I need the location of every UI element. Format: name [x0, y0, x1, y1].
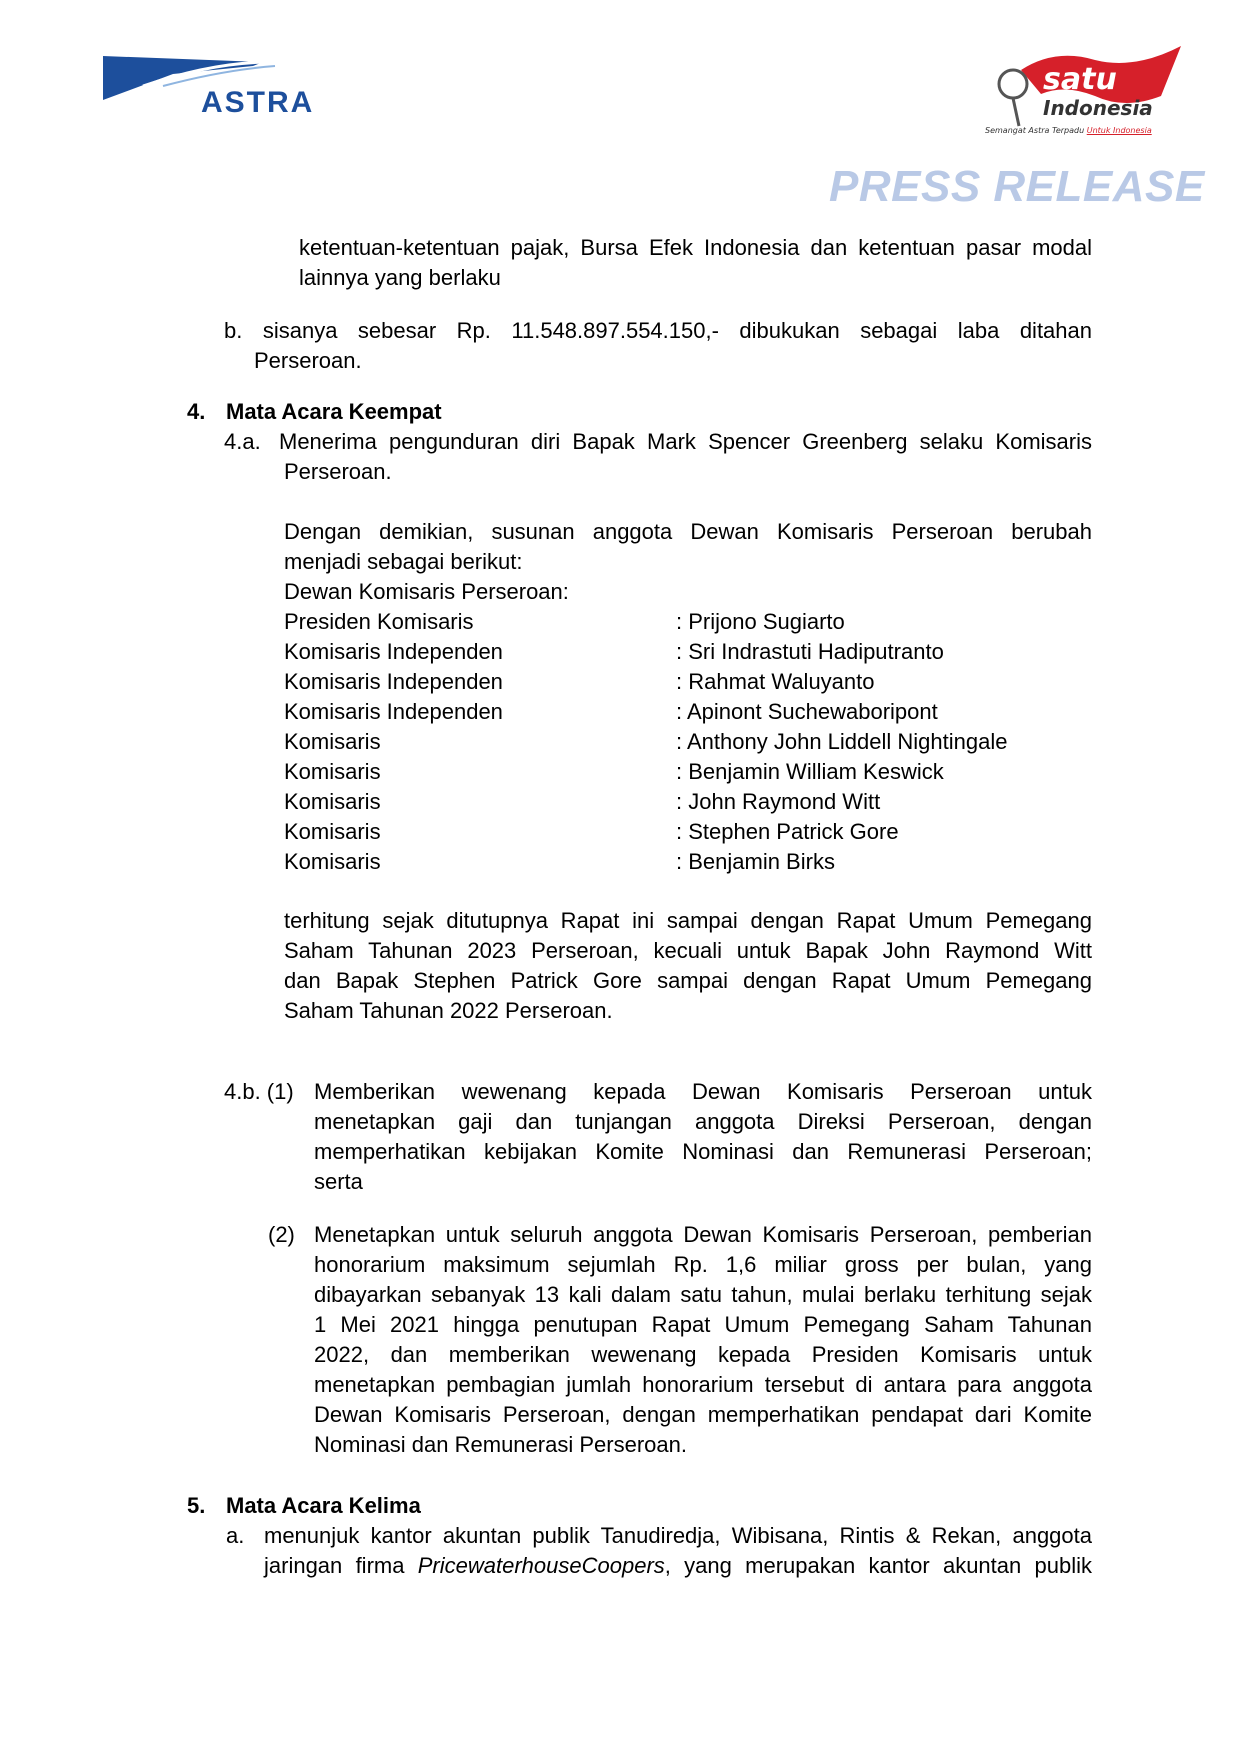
section-4a-line-2: Perseroan. [284, 459, 392, 484]
board-position: Komisaris Independen [284, 699, 503, 724]
terhitung-line-3: dan Bapak Stephen Patrick Gore sampai dengan Rapat Umum Pemegang [284, 968, 1092, 993]
board-member-name: : Rahmat Waluyanto [676, 669, 875, 694]
section-5-title: Mata Acara Kelima [226, 1493, 421, 1518]
section-4b2-label: (2) [268, 1222, 295, 1247]
satu-logo-tagline-b: Untuk Indonesia [1086, 126, 1152, 135]
board-position: Komisaris [284, 789, 381, 814]
section-5a-line-2-pre: jaringan firma [264, 1553, 418, 1578]
cont-line-2: lainnya yang berlaku [299, 265, 501, 290]
section-4b2-line-8: Nominasi dan Remunerasi Perseroan. [314, 1432, 687, 1457]
board-position: Komisaris [284, 819, 381, 844]
board-member-name: : John Raymond Witt [676, 789, 881, 814]
section-4b2-line-1: Menetapkan untuk seluruh anggota Dewan Komisaris Perseroan, pemberian [314, 1222, 1092, 1247]
section-4b2-line-2: honorarium maksimum sejumlah Rp. 1,6 miliar gross per bulan, yang [314, 1252, 1092, 1277]
cont-line-1: ketentuan-ketentuan pajak, Bursa Efek Indonesia dan ketentuan pasar modal [299, 235, 1092, 260]
satu-logo-word2: Indonesia [1043, 96, 1153, 120]
section-4a-line-1: Menerima pengunduran diri Bapak Mark Spencer Greenberg selaku Komisaris [279, 429, 1092, 454]
section-4b1-line-1: Memberikan wewenang kepada Dewan Komisaris Perseroan untuk [314, 1079, 1092, 1104]
section-5a-line-1: menunjuk kantor akuntan publik Tanudiredja, Wibisana, Rintis & Rekan, anggota [264, 1523, 1092, 1548]
item-b-line-2: Perseroan. [254, 348, 362, 373]
section-4b2-line-5: 2022, dan memberikan wewenang kepada Presiden Komisaris untuk [314, 1342, 1092, 1367]
board-position: Komisaris [284, 729, 381, 754]
section-4b2-line-7: Dewan Komisaris Perseroan, dengan memperhatikan pendapat dari Komite [314, 1402, 1092, 1427]
board-member-name: : Benjamin Birks [676, 849, 835, 874]
terhitung-line-1: terhitung sejak ditutupnya Rapat ini sampai dengan Rapat Umum Pemegang [284, 908, 1092, 933]
section-4-number: 4. [187, 399, 206, 424]
section-4b2-line-3: dibayarkan sebanyak 13 kali dalam satu tahun, mulai berlaku terhitung sejak [314, 1282, 1092, 1307]
board-member-name: : Apinont Suchewaboripont [676, 699, 938, 724]
section-4b1-line-4: serta [314, 1169, 363, 1194]
board-heading: Dewan Komisaris Perseroan: [284, 579, 569, 604]
board-member-name: : Prijono Sugiarto [676, 609, 845, 634]
section-4b1-line-2: menetapkan gaji dan tunjangan anggota Direksi Perseroan, dengan [314, 1109, 1092, 1134]
item-b-line-1: b. sisanya sebesar Rp. 11.548.897.554.150,- dibukukan sebagai laba ditahan [224, 318, 1092, 343]
section-5a-label: a. [226, 1523, 245, 1548]
section-5a-line-2 [264, 1551, 1092, 1581]
dengan-line-2: menjadi sebagai berikut: [284, 549, 523, 574]
section-5-number: 5. [187, 1493, 206, 1518]
board-position: Presiden Komisaris [284, 609, 474, 634]
astra-logo-text: ASTRA [201, 86, 315, 119]
satu-logo-tagline-a: Semangat Astra Terpadu [985, 126, 1087, 135]
section-4b1-line-3: memperhatikan kebijakan Komite Nominasi dan Remunerasi Perseroan; [314, 1139, 1092, 1164]
section-5a-line-2-post: , yang merupakan kantor akuntan publik [664, 1553, 1093, 1578]
board-position: Komisaris [284, 849, 381, 874]
board-position: Komisaris Independen [284, 639, 503, 664]
press-release-heading: PRESS RELEASE [829, 162, 1205, 211]
board-position: Komisaris Independen [284, 669, 503, 694]
section-4b2-line-6: menetapkan pembagian jumlah honorarium tersebut di antara para anggota [314, 1372, 1092, 1397]
section-4a-label: 4.a. [224, 429, 261, 454]
pwc-firm-name: PricewaterhouseCoopers [417, 1553, 665, 1578]
satu-logo-tagline [985, 126, 1152, 135]
section-4b2-line-4: 1 Mei 2021 hingga penutupan Rapat Umum Pemegang Saham Tahunan [314, 1312, 1092, 1337]
board-member-name: : Sri Indrastuti Hadiputranto [676, 639, 944, 664]
board-member-name: : Benjamin William Keswick [676, 759, 944, 784]
terhitung-line-4: Saham Tahunan 2022 Perseroan. [284, 998, 613, 1023]
section-4b-label: 4.b. (1) [224, 1079, 294, 1104]
section-4-title: Mata Acara Keempat [226, 399, 442, 424]
satu-indonesia-logo [985, 40, 1185, 142]
board-member-name: : Stephen Patrick Gore [676, 819, 899, 844]
satu-logo-word1: satu [1043, 62, 1117, 97]
dengan-line-1: Dengan demikian, susunan anggota Dewan Komisaris Perseroan berubah [284, 519, 1092, 544]
astra-logo [103, 56, 323, 120]
board-position: Komisaris [284, 759, 381, 784]
terhitung-line-2: Saham Tahunan 2023 Perseroan, kecuali untuk Bapak John Raymond Witt [284, 938, 1092, 963]
board-member-name: : Anthony John Liddell Nightingale [676, 729, 1008, 754]
